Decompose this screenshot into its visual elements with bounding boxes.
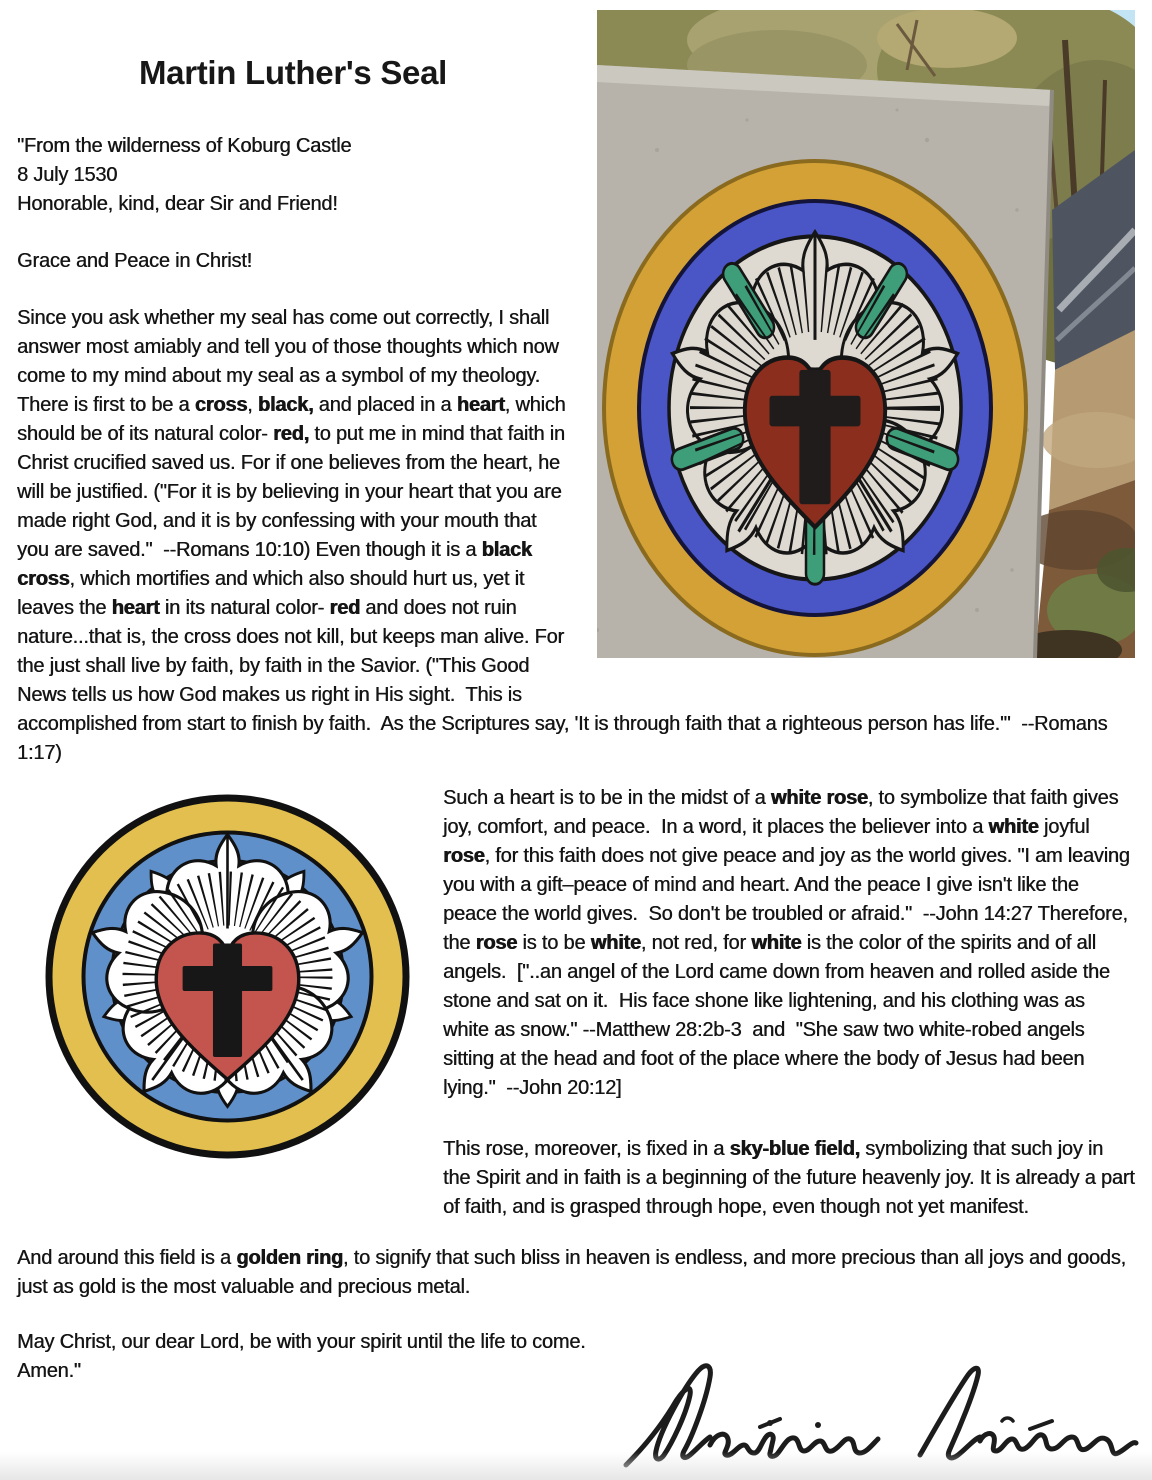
paragraph-seal-description: Since you ask whether my seal has come out correctly, I shall answer most amiably and tell you of those thoughts which now come to my mind about my seal as a symbol of my theology. There is first to be a cross, black, and placed in a heart, which should be of its natural color- red, to put me in mind that faith in Christ crucified saved us. For if one believes from the heart, he will be justified. ("For it is by believing in your heart that you are made right God, and it is by confessing with your mouth that you are saved." --Romans 10:10) Even though it is a black cross, which mortifies and which also should hurt us, yet it leaves the heart in its natural color- red and does not ruin nature...that is, the cross does not kill, but keeps man alive. For the just shall live by faith, by faith in the Savior. ("This Good News tells us how God makes us right in His sight. This is accomplished from start to finish by faith. As the Scriptures say, 'It is through faith that a righteous person has life.'" --Romans 1:17) xyxy=(17,307,1113,764)
monument-photo xyxy=(597,10,1135,658)
letter-salutation: Grace and Peace in Christ! xyxy=(17,250,252,272)
letter-addressee-line: Honorable, kind, dear Sir and Friend! xyxy=(17,193,338,215)
paragraph-sky-blue: This rose, moreover, is fixed in a sky-blue field, symbolizing that such joy in the Spirit and in faith is a beginning of the future heavenly joy. It is already a part of faith, and is grasped through hope, even though not yet manifest. xyxy=(443,1138,1140,1218)
monument-photo-image xyxy=(597,10,1135,658)
ring-section xyxy=(0,1244,1152,1302)
luther-rose-illustration xyxy=(40,789,415,1164)
mid-section xyxy=(0,784,1152,1222)
paragraph-closing: May Christ, our dear Lord, be with your spirit until the life to come. Amen." xyxy=(17,1331,596,1382)
paragraph-golden-ring: And around this field is a golden ring, to signify that such bliss in heaven is endless, and more precious than all joys and goods, just as gold is the most valuable and precious metal. xyxy=(17,1247,1132,1298)
page-title: Martin Luther's Seal xyxy=(138,54,448,91)
page-bottom-fade xyxy=(0,1452,1152,1480)
letter-date-line: 8 July 1530 xyxy=(17,164,118,186)
letter-origin-line: "From the wilderness of Koburg Castle xyxy=(17,135,352,157)
luther-rose-image xyxy=(40,789,415,1164)
painted-luther-seal xyxy=(604,161,1026,655)
paragraph-white-rose: Such a heart is to be in the midst of a white rose, to symbolize that faith gives joy, comfort, and peace. In a word, it places the believer into a white joyful rose, for this faith does not give peace and joy as the world gives. "I am leaving you with a gift–peace of mind and heart. And the peace I give isn't like the peace the world gives. So don't be troubled or afraid." --John 14:27 Therefore, the rose is to be white, not red, for white is the color of the spirits and of all angels. ["..an angel of the Lord came down from heaven and rolled aside the stone and sat on it. His face shone like lightening, and his clothing was as white as snow." --Matthew 28:2b-3 and "She saw two white-robed angels sitting at the head and foot of the place where the body of Jesus had been lying." --John 20:12] xyxy=(443,787,1136,1099)
